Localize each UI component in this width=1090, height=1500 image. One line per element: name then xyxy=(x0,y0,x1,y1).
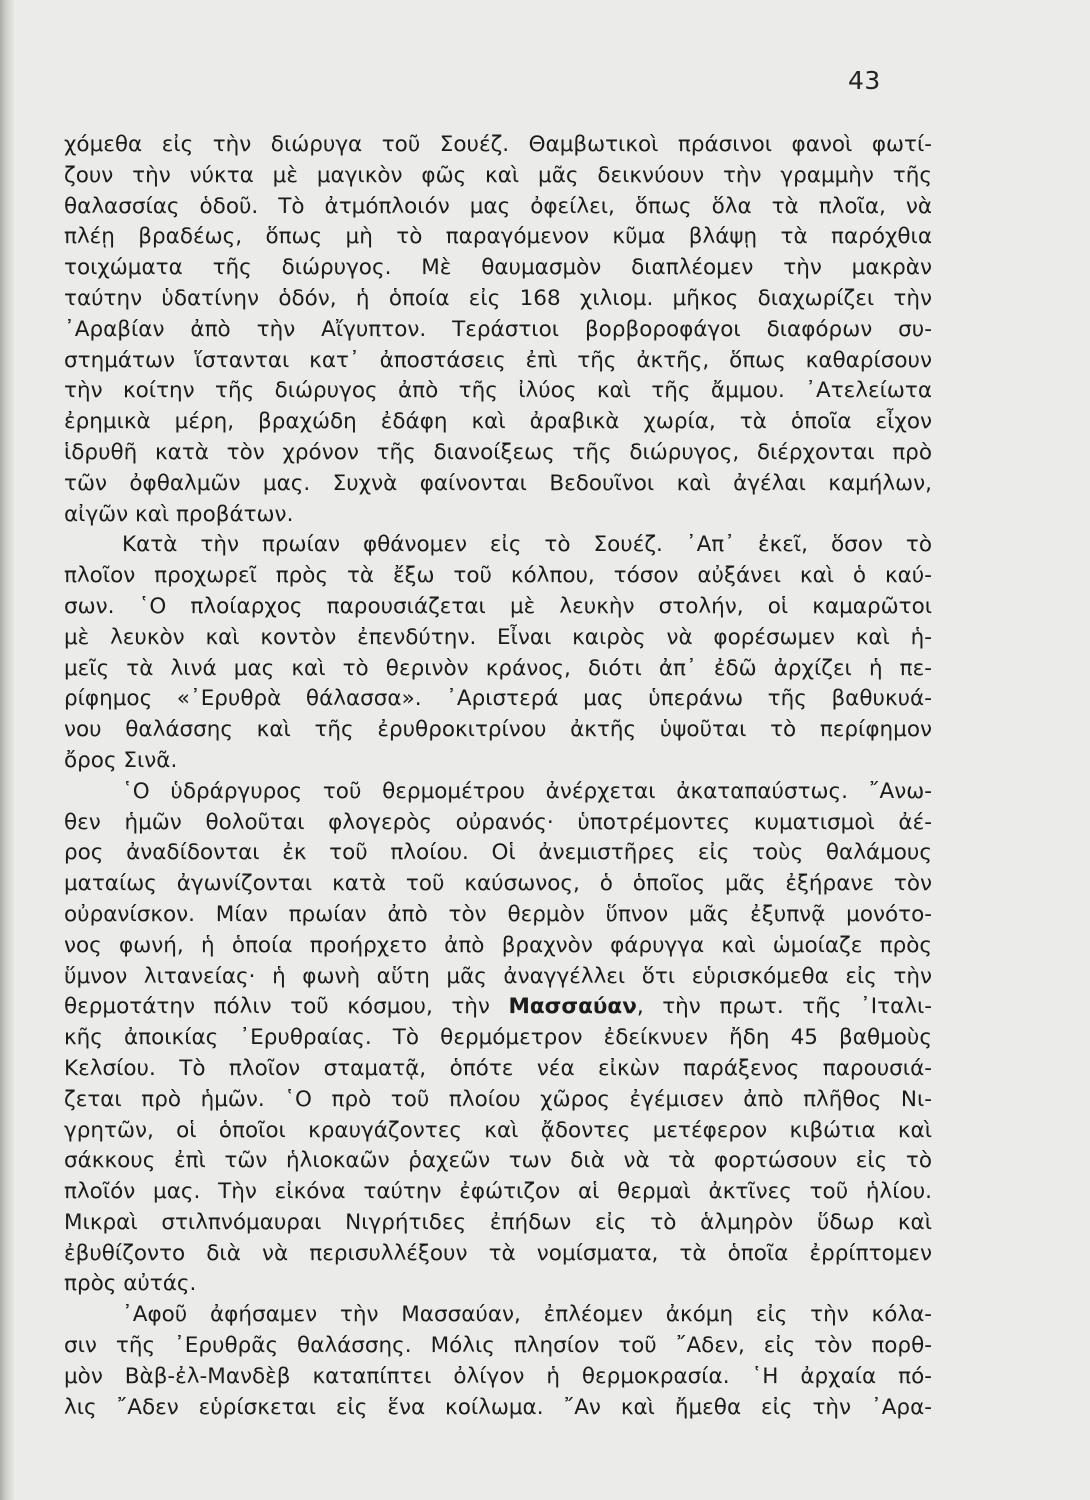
text-line xyxy=(64,222,932,253)
line-text: τὴν κοίτην τῆς διώρυγος ἀπὸ τῆς ἰλύος καὶ τῆς ἄμμου. ᾿Ατελείωτα xyxy=(64,378,932,404)
body-text xyxy=(64,130,932,1423)
text-line xyxy=(64,715,932,746)
line-text: νου θαλάσσης καὶ τῆς ἐρυθροκιτρίνου ἀκτῆς ὑψοῦται τὸ περίφημον xyxy=(64,717,932,743)
line-text: οὐρανίσκον. Μίαν πρωίαν ἀπὸ τὸν θερμὸν ὕπνον μᾶς ἐξυπνᾷ μονότο- xyxy=(64,901,932,927)
text-line xyxy=(64,1239,932,1270)
text-line xyxy=(64,1116,932,1147)
text-line xyxy=(64,900,932,931)
page-number: 43 xyxy=(848,66,881,95)
line-text: στημάτων ἵστανται κατ᾿ ἀποστάσεις ἐπὶ τῆς ἀκτῆς, ὅπως καθαρίσουν xyxy=(64,347,932,373)
text-line xyxy=(64,1054,932,1085)
text-line xyxy=(64,623,932,654)
line-text: ὕμνον λιτανείας· ἡ φωνὴ αὕτη μᾶς ἀναγγέλλει ὅτι εὑρισκόμεθα εἰς τὴν xyxy=(64,963,932,989)
line-text: πλέῃ βραδέως, ὅπως μὴ τὸ παραγόμενον κῦμα βλάψῃ τὰ παρόχθια xyxy=(64,224,932,250)
text-line xyxy=(64,376,932,407)
line-text: Κατὰ τὴν πρωίαν φθάνομεν εἰς τὸ Σουέζ. ᾿Απ᾿ ἐκεῖ, ὅσον τὸ xyxy=(122,532,932,558)
text-line xyxy=(64,315,932,346)
text-line xyxy=(64,530,932,561)
text-line xyxy=(64,192,932,223)
line-text: ρος ἀναδίδονται ἐκ τοῦ πλοίου. Οἱ ἀνεμιστῆρες εἰς τοὺς θαλάμους xyxy=(64,840,932,866)
line-text: θαλασσίας ὁδοῦ. Τὸ ἀτμόπλοιόν μας ὀφείλει, ὅπως ὅλα τὰ πλοῖα, νὰ xyxy=(64,193,932,219)
line-text: πρὸς αὐτάς. xyxy=(64,1271,197,1297)
text-line xyxy=(64,130,932,161)
line-text: τοιχώματα τῆς διώρυγος. Μὲ θαυμασμὸν διαπλέομεν τὴν μακρὰν xyxy=(64,255,932,281)
line-text: κῆς ἀποικίας ᾿Ερυθραίας. Τὸ θερμόμετρον ἐδείκνυεν ἤδη 45 βαθμοὺς xyxy=(64,1025,932,1051)
text-line xyxy=(64,1331,932,1362)
text-line xyxy=(64,500,932,531)
text-line xyxy=(64,592,932,623)
text-line xyxy=(64,1393,932,1424)
text-line xyxy=(64,1300,932,1331)
line-text: μεῖς τὰ λινά μας καὶ τὸ θερινὸν κράνος, διότι ἀπ᾿ ἐδῶ ἀρχίζει ἡ πε- xyxy=(64,655,932,681)
text-line xyxy=(64,1362,932,1393)
text-line xyxy=(64,284,932,315)
line-text: ζουν τὴν νύκτα μὲ μαγικὸν φῶς καὶ μᾶς δεικνύουν τὴν γραμμὴν τῆς xyxy=(64,162,932,188)
line-text: θεν ἡμῶν θολοῦται φλογερὸς οὐρανός· ὑποτρέμοντες κυματισμοὶ ἀέ- xyxy=(64,809,932,835)
line-text: ῾Ο ὑδράργυρος τοῦ θερμομέτρου ἀνέρχεται ἀκαταπαύστως. ῎Ανω- xyxy=(122,778,932,804)
text-line xyxy=(64,654,932,685)
text-line xyxy=(64,1269,932,1300)
line-text: σων. ῾Ο πλοίαρχος παρουσιάζεται μὲ λευκὴν στολήν, οἱ καμαρῶτοι xyxy=(64,593,932,619)
line-text: πλοῖον προχωρεῖ πρὸς τὰ ἔξω τοῦ κόλπου, τόσον αὐξάνει καὶ ὁ καύ- xyxy=(64,563,932,589)
text-line xyxy=(64,438,932,469)
line-text: ἐρημικὰ μέρη, βραχώδη ἐδάφη καὶ ἀραβικὰ χωρία, τὰ ὁποῖα εἶχον xyxy=(64,409,932,435)
line-text: Μικραὶ στιλπνόμαυραι Νιγρήτιδες ἐπήδων εἰς τὸ ἁλμηρὸν ὕδωρ καὶ xyxy=(64,1209,932,1235)
text-line xyxy=(64,346,932,377)
line-text: ἐβυθίζοντο διὰ νὰ περισυλλέξουν τὰ νομίσματα, τὰ ὁποῖα ἐρρίπτομεν xyxy=(64,1240,932,1266)
line-text: μὲ λευκὸν καὶ κοντὸν ἐπενδύτην. Εἶναι καιρὸς νὰ φορέσωμεν καὶ ἡ- xyxy=(64,624,932,650)
line-text: σάκκους ἐπὶ τῶν ἡλιοκαῶν ῥαχεῶν των διὰ νὰ τὰ φορτώσουν εἰς τὸ xyxy=(64,1148,932,1174)
text-line xyxy=(64,161,932,192)
line-text: θερμοτάτην πόλιν τοῦ κόσμου, τὴν xyxy=(64,994,509,1020)
text-line xyxy=(64,1085,932,1116)
line-text: Κελσίου. Τὸ πλοῖον σταματᾷ, ὁπότε νέα εἰκὼν παράξενος παρουσιά- xyxy=(64,1055,932,1081)
text-line xyxy=(64,777,932,808)
line-text: ζεται πρὸ ἡμῶν. ῾Ο πρὸ τοῦ πλοίου χῶρος ἐγέμισεν ἀπὸ πλῆθος Νι- xyxy=(64,1086,932,1112)
page-spine-shadow xyxy=(0,0,14,1500)
line-text: χόμεθα εἰς τὴν διώρυγα τοῦ Σουέζ. Θαμβωτικοὶ πράσινοι φανοὶ φωτί- xyxy=(64,132,932,157)
text-line xyxy=(64,253,932,284)
line-text: λις ῎Αδεν εὑρίσκεται εἰς ἕνα κοίλωμα. ῎Αν καὶ ἤμεθα εἰς τὴν ᾿Αρα- xyxy=(64,1394,932,1420)
text-line xyxy=(64,1023,932,1054)
text-line xyxy=(64,746,932,777)
line-bold-text: Μασσαύαν xyxy=(508,994,637,1020)
line-text: ταύτην ὑδατίνην ὁδόν, ἡ ὁποία εἰς 168 χιλιομ. μῆκος διαχωρίζει τὴν xyxy=(64,285,932,311)
text-line xyxy=(64,1177,932,1208)
text-line xyxy=(64,962,932,993)
line-text: σιν τῆς ᾿Ερυθρᾶς θαλάσσης. Μόλις πλησίον τοῦ ῎Αδεν, εἰς τὸν πορθ- xyxy=(64,1333,932,1359)
text-line xyxy=(64,407,932,438)
line-text: ὄρος Σινᾶ. xyxy=(64,747,178,773)
text-line xyxy=(64,992,932,1023)
text-line xyxy=(64,1146,932,1177)
line-text: ἱδρυθῆ κατὰ τὸν χρόνον τῆς διανοίξεως τῆς διώρυγος, διέρχονται πρὸ xyxy=(64,439,932,465)
line-text: πλοῖόν μας. Τὴν εἰκόνα ταύτην ἐφώτιζον αἱ θερμαὶ ἀκτῖνες τοῦ ἡλίου. xyxy=(64,1179,932,1205)
line-text: αἰγῶν καὶ προβάτων. xyxy=(64,501,294,527)
line-text: νος φωνή, ἡ ὁποία προήρχετο ἀπὸ βραχνὸν φάρυγγα καὶ ὡμοίαζε πρὸς xyxy=(64,932,932,958)
text-line xyxy=(64,469,932,500)
text-line xyxy=(64,684,932,715)
line-text: ᾿Αφοῦ ἀφήσαμεν τὴν Μασσαύαν, ἐπλέομεν ἀκόμη εἰς τὴν κόλα- xyxy=(122,1302,932,1328)
line-text: ματαίως ἀγωνίζονται κατὰ τοῦ καύσωνος, ὁ ὁποῖος μᾶς ἐξήρανε τὸν xyxy=(64,871,932,897)
line-text: γρητῶν, οἱ ὁποῖοι κραυγάζοντες καὶ ᾄδοντες μετέφερον κιβώτια καὶ xyxy=(64,1117,932,1143)
line-text: τῶν ὀφθαλμῶν μας. Συχνὰ φαίνονται Βεδουῖνοι καὶ ἀγέλαι καμήλων, xyxy=(64,470,932,496)
text-line xyxy=(64,931,932,962)
text-line xyxy=(64,838,932,869)
line-text-after: , τὴν πρωτ. τῆς ᾿Ιταλι- xyxy=(636,994,932,1020)
line-text: ρίφημος «᾿Ερυθρὰ θάλασσα». ᾿Αριστερά μας ὑπεράνω τῆς βαθυκυά- xyxy=(64,686,932,712)
text-line xyxy=(64,561,932,592)
text-line xyxy=(64,1208,932,1239)
text-line xyxy=(64,808,932,839)
line-text: μὸν Βὰβ-ἐλ-Μανδὲβ καταπίπτει ὀλίγον ἡ θερμοκρασία. ῾Η ἀρχαία πό- xyxy=(64,1363,932,1389)
line-text: ᾿Αραβίαν ἀπὸ τὴν Αἴγυπτον. Τεράστιοι βορβοροφάγοι διαφόρων συ- xyxy=(64,316,932,342)
text-line xyxy=(64,869,932,900)
